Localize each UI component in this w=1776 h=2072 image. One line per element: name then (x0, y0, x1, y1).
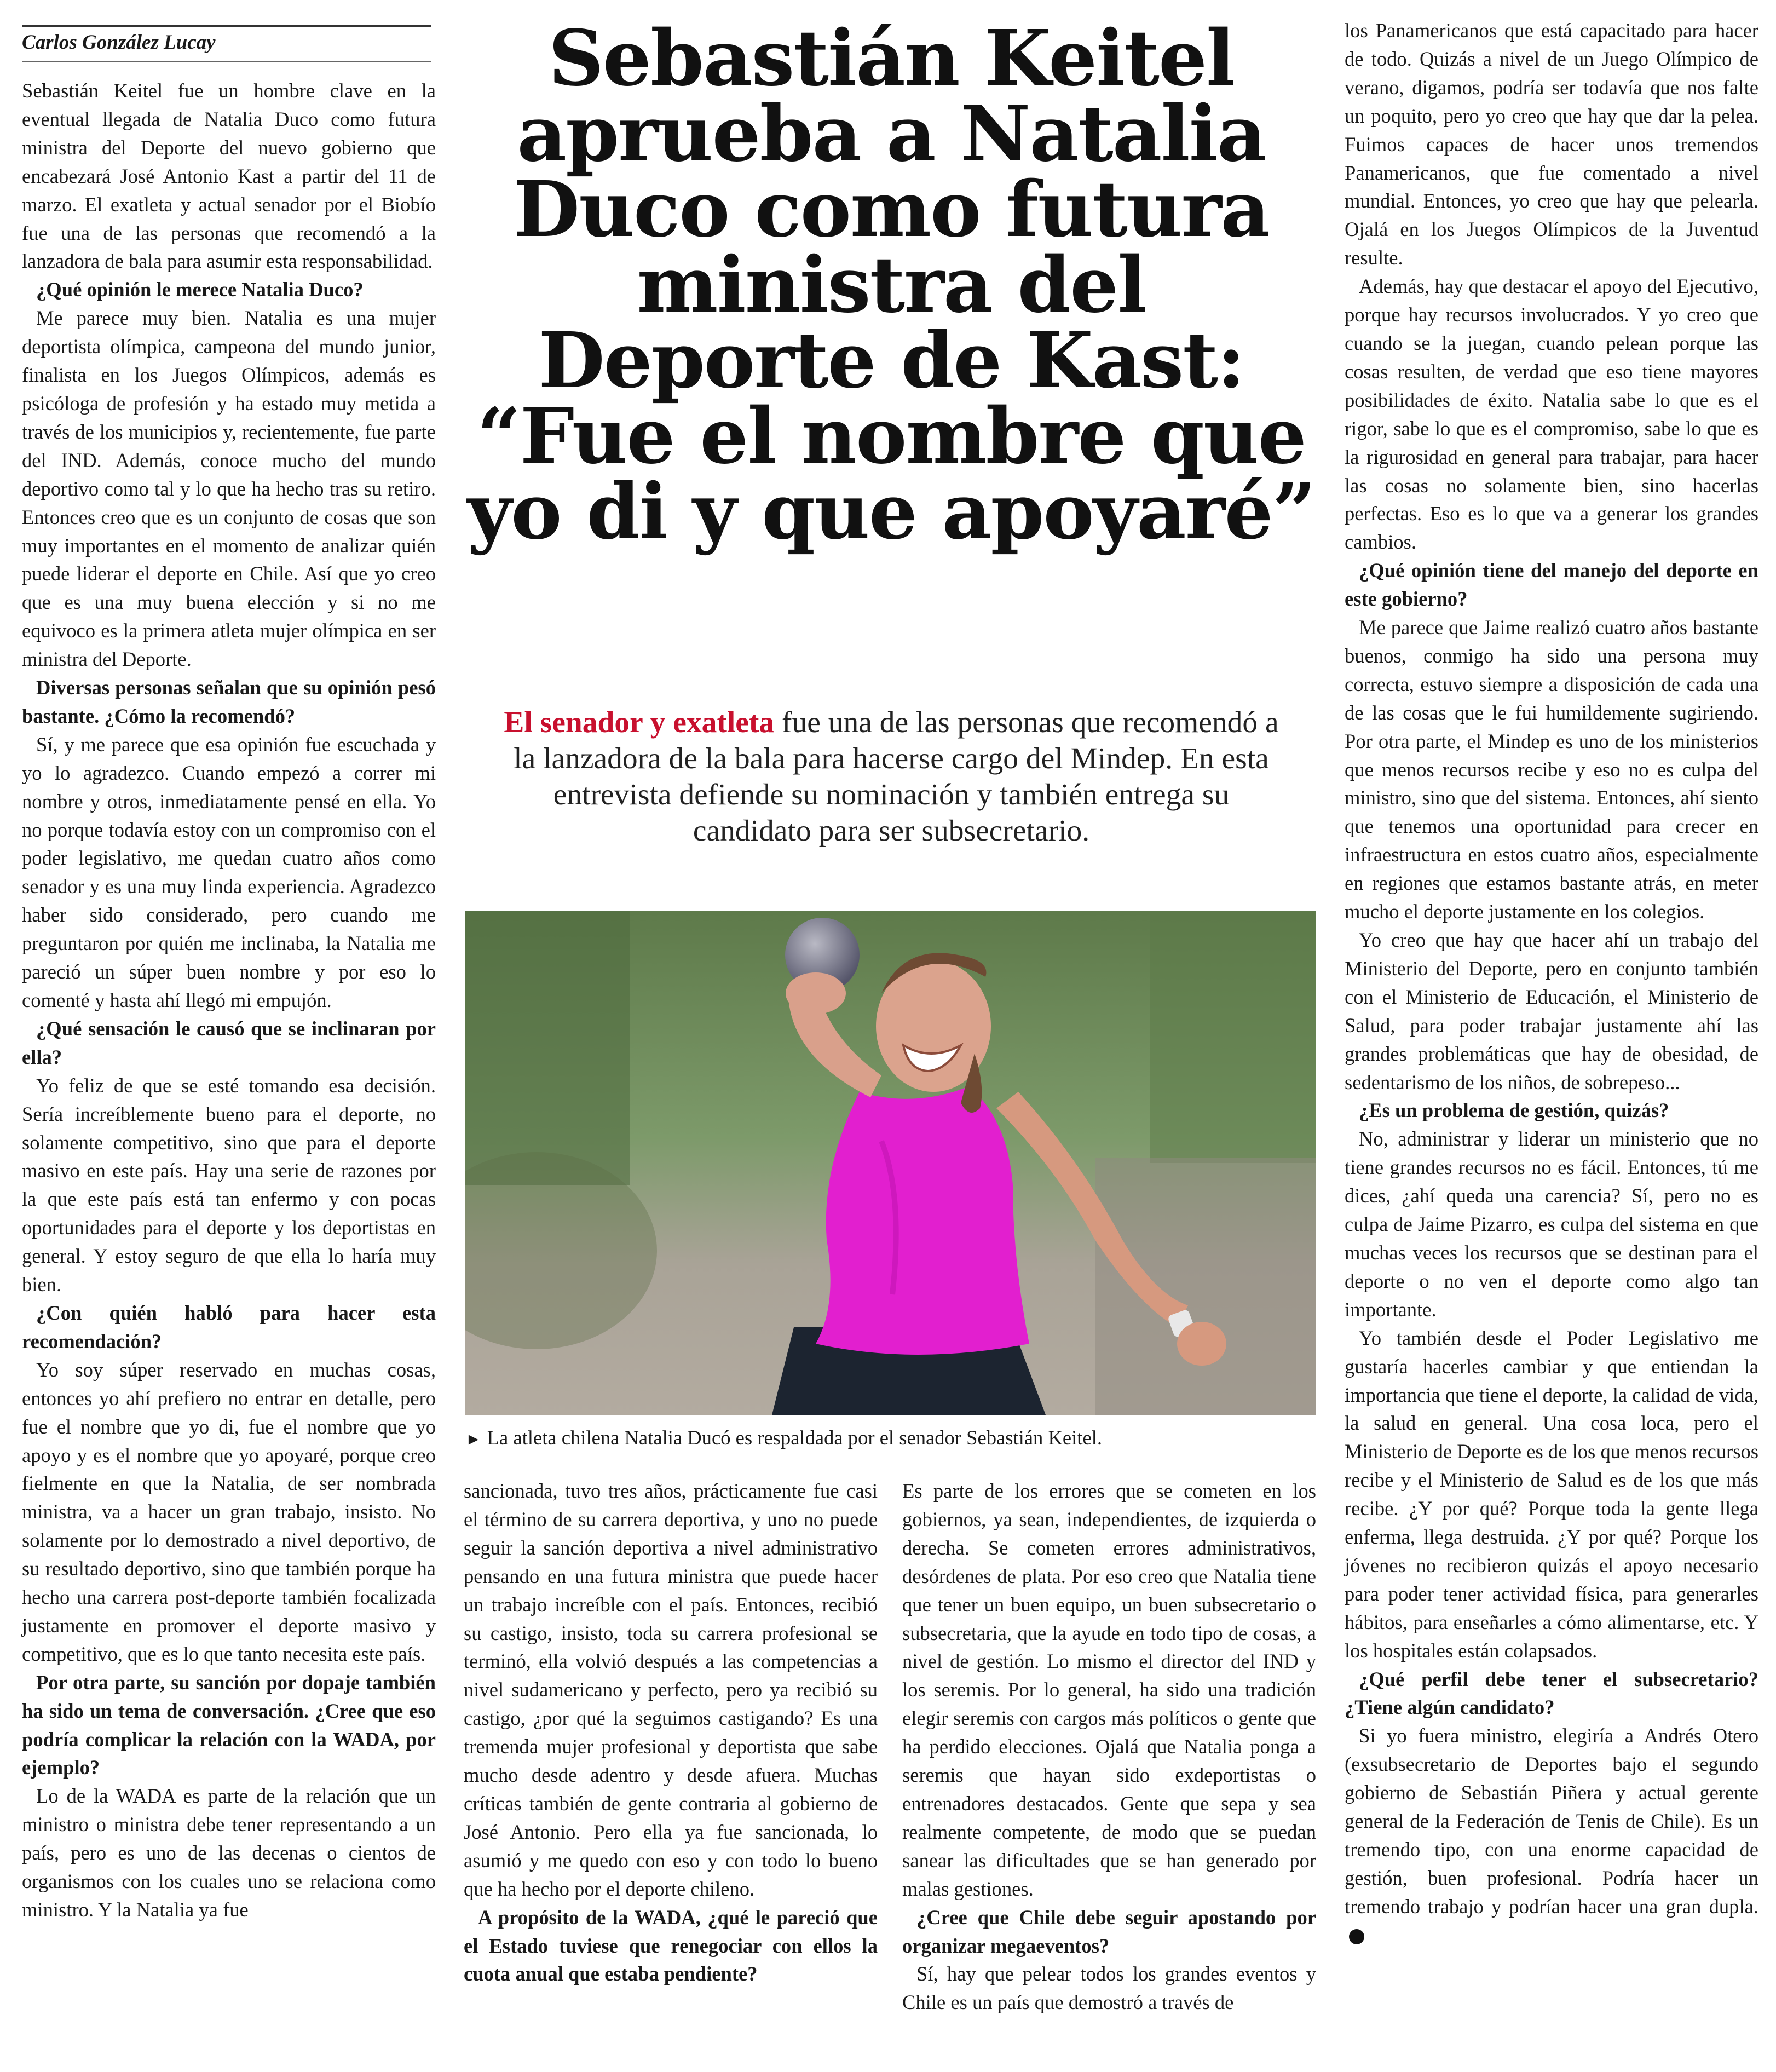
paragraph-text: No, administrar y liderar un ministerio que no tiene grandes recursos no es fácil. Entonces, tú me dices, ¿ahí queda una carencia? Sí, pero no es culpa de Jaime Pizarro, es culpa del sistema en que muchas veces los recursos que se destinan para el deporte o no ven el deporte como algo tan importante. (1345, 1127, 1758, 1321)
photo-caption (465, 1424, 1316, 1454)
paragraph-text: Sebastián Keitel fue un hombre clave en la eventual llegada de Natalia Duco como futura ministra del Deporte del nuevo gobierno que encabezará José Antonio Kast a partir del 11 de marzo. El exatleta y actual senador por el Biobío fue una de las personas que recomendó a la lanzadora de bala para asumir esta responsabilidad. (22, 79, 436, 273)
paragraph-text: Si yo fuera ministro, elegiría a Andrés Otero (exsubsecretario de Deportes bajo el segundo gobierno de Sebastián Piñera y actual gerente general de la Federación de Tenis de Chile). Es un tremendo tipo, con una enorme capacidad de gestión, buen profesional. Podría hacer un tremendo trabajo y podrían hacer una gran dupla. (1345, 1724, 1758, 1918)
headline-line: Duco como futura (513, 165, 1270, 255)
interview-question (1345, 1665, 1758, 1722)
column-4 (1345, 16, 1758, 1949)
headline-line: aprueba a Natalia (517, 89, 1266, 179)
deck (495, 705, 1287, 849)
paragraph-text: Es parte de los errores que se cometen en los gobiernos, ya sean, independientes, de izquierda o derecha. Se cometen errores administrativos, desórdenes de plata. Por eso creo que Natalia tiene que tener un buen equipo, un buen subsecretario o subsecretaria, que la ayude en todo tipo de cosas, a nivel de gestión. Lo mismo el director del IND y los seremis. Por lo general, ha sido una tradición elegir seremis con cargos más políticos o gente que ha perdido elecciones. Ojalá que Natalia ponga a seremis que hayan sido exdeportistas o entrenadores destacados. Gente que sepa y sea realmente competente, de modo que se puedan sanear las dificultades que se han generado por malas gestiones. (902, 1480, 1316, 1900)
interview-question (902, 1903, 1316, 1960)
answer-paragraph (1345, 272, 1758, 556)
paragraph-text: Me parece que Jaime realizó cuatro años bastante buenos, conmigo ha sido una persona muy correcta, estuvo siempre a disposición de cada una de las cosas que le fui humildemente sugiriendo. Por otra parte, el Mindep es uno de los ministerios que menos recursos recibe y eso no es culpa del ministro, sino que del sistema. Entonces, ahí siento que tenemos una oportunidad para crecer en infraestructura en estos cuatro años, especialmente en regiones que estamos bastante atrás, en meter mucho el deporte justamente en los colegios. (1345, 616, 1758, 923)
interview-question (22, 1015, 436, 1072)
caption-arrow-icon: ► (465, 1430, 482, 1448)
interview-question (1345, 556, 1758, 613)
paragraph-text: Lo de la WADA es parte de la relación que un ministro o ministra debe tener representando a un país, pero es uno de las decenas o cientos de organismos con los cuales uno se relaciona como ministro. Y la Natalia ya fue (22, 1785, 436, 1921)
column-2 (464, 1477, 878, 1988)
answer-paragraph (22, 1072, 436, 1299)
interview-question (22, 1299, 436, 1356)
answer-paragraph (1345, 613, 1758, 926)
interview-question (22, 1668, 436, 1782)
deck-text: fue una de las personas que recomendó a la lanzadora de la bala para hacerse cargo del Mindep. En esta entrevista defiende su nominación y también entrega su candidato para ser subsecretario. (514, 706, 1279, 848)
answer-paragraph (1345, 1125, 1758, 1323)
paragraph-text: ¿Cree que Chile debe seguir apostando por organizar megaeventos? (902, 1906, 1316, 1957)
caption-text: La atleta chilena Natalia Ducó es respaldada por el senador Sebastián Keitel. (487, 1426, 1102, 1449)
paragraph-text: sancionada, tuvo tres años, prácticamente fue casi el término de su carrera deportiva, y uno no puede seguir la sanción deportiva a nivel administrativo pensando en una futura ministra que puede hacer un trabajo increíble con el país. Entonces, recibió su castigo, insisto, toda su carrera profesional se terminó, ella volvió después a las competencias a nivel sudamericano y perfecto, pero ya recibió su castigo, ¿por qué la seguimos castigando? Es una tremenda mujer profesional y deportista que sabe mucho desde adentro y desde afuera. Muchas críticas también de gente contraria al gobierno de José Antonio. Pero ella ya fue sancionada, lo asumió y me quedo con eso y con todo lo bueno que ha hecho por el deporte chileno. (464, 1480, 878, 1900)
paragraph-text: Yo también desde el Poder Legislativo me gustaría hacerles cambiar y que entiendan la importancia que tiene el deporte, la calidad de vida, la salud en general. Una cosa loca, pero el Ministerio de Deporte es de los que menos recursos recibe y el Ministerio de Salud es de los que más recibe. ¿Y por qué? Porque toda la gente llega enferma, llega destruida. ¿Y por qué? Porque los jóvenes no recibieron quizás el apoyo necesario para poder tener actividad física, para generarles hábitos, para enseñarles a cómo alimentarse, etc. Y los hospitales están colapsados. (1345, 1326, 1758, 1662)
answer-paragraph (22, 1356, 436, 1668)
answer-paragraph (902, 1960, 1316, 2017)
interview-question (22, 275, 436, 304)
end-mark-icon (1349, 1929, 1364, 1944)
headline-line: ministra del (637, 240, 1146, 330)
headline-line: “Fue el nombre que (477, 392, 1306, 481)
paragraph-text: Por otra parte, su sanción por dopaje también ha sido un tema de conversación. ¿Cree que eso podría complicar la relación con la WADA, por ejemplo? (22, 1671, 436, 1779)
paragraph-text: Sí, y me parece que esa opinión fue escuchada y yo lo agradezco. Cuando empezó a correr mi nombre y otros, inmediatamente pensé en ella. Yo no porque todavía estoy con un compromiso con el poder legislativo, me quedan cuatro años como senador y es una muy linda experiencia. Agradezco haber sido considerado, pero cuando me preguntaron por quién me inclinaba, la Natalia me pareció un súper buen nombre y por eso lo comenté y hasta ahí llegó mi empujón. (22, 733, 436, 1011)
lead-paragraph (1345, 16, 1758, 272)
answer-paragraph (1345, 1324, 1758, 1665)
column-3 (902, 1477, 1316, 2017)
answer-paragraph (22, 1782, 436, 1924)
headline (465, 14, 1317, 557)
deck-highlight: El senador y exatleta (504, 706, 775, 739)
paragraph-text: ¿Es un problema de gestión, quizás? (1359, 1099, 1669, 1122)
column-1 (22, 77, 436, 1924)
paragraph-text: los Panamericanos que está capacitado para hacer de todo. Quizás a nivel de un Juego Olímpico de verano, digamos, podría ser todavía que nos falte un poquito, pero yo creo que hay que dar la pelea. Fuimos capaces de hacer unos tremendos Panamericanos, que fue comentado a nivel mundial. Entonces, yo creo que hay que pelearla. Ojalá en los Juegos Olímpicos de la Juventud resulte. (1345, 19, 1758, 269)
interview-question (464, 1903, 878, 1989)
athlete-photo (465, 911, 1316, 1415)
lead-paragraph (902, 1477, 1316, 1903)
answer-paragraph (1345, 1722, 1758, 1949)
paragraph-text: Diversas personas señalan que su opinión pesó bastante. ¿Cómo la recomendó? (22, 676, 436, 727)
athlete-illustration (465, 911, 1316, 1415)
headline-line: Sebastián Keitel (548, 14, 1235, 103)
byline-bottom-rule (22, 61, 431, 62)
paragraph-text: Además, hay que destacar el apoyo del Ejecutivo, porque hay recursos involucrados. Y yo creo que cuando se la juegan, cuando pelean porque las cosas resulten, de verdad que eso tiene mayores posibilidades de éxito. Natalia sabe lo que es el rigor, sabe lo que es el compromiso, sabe lo que es la rigurosidad en general para trabajar, para hacer las cosas no solamente bien, sino hacerlas perfectas. Eso es lo que va a generar los grandes cambios. (1345, 275, 1758, 554)
paragraph-text: A propósito de la WADA, ¿qué le pareció que el Estado tuviese que renegociar con ellos la cuota anual que estaba pendiente? (464, 1906, 878, 1985)
paragraph-text: Sí, hay que pelear todos los grandes eventos y Chile es un país que demostró a través de (902, 1962, 1316, 2014)
answer-paragraph (1345, 926, 1758, 1096)
lead-paragraph (22, 77, 436, 275)
paragraph-text: Yo soy súper reservado en muchas cosas, entonces yo ahí prefiero no entrar en detalle, pero fue el nombre que yo di, fue el nombre que yo apoyo y es el nombre que yo apoyaré, porque creo fielmente en que la Natalia, de ser nombrada ministra, va a hacer un gran trabajo, insisto. No solamente por lo demostrado a nivel deportivo, de su resultado deportivo, sino que también porque ha hecho una carrera post-deporte también focalizada justamente en promover el deporte masivo y competitivo, que es lo que tanto necesita este país. (22, 1358, 436, 1665)
answer-paragraph (22, 730, 436, 1015)
paragraph-text: ¿Qué perfil debe tener el subsecretario? ¿Tiene algún candidato? (1345, 1667, 1758, 1719)
paragraph-text: ¿Qué sensación le causó que se inclinaran por ella? (22, 1017, 436, 1068)
headline-line: Deporte de Kast: (538, 316, 1244, 406)
paragraph-text: ¿Con quién habló para hacer esta recomendación? (22, 1301, 436, 1352)
lead-paragraph (464, 1477, 878, 1903)
interview-question (22, 674, 436, 730)
paragraph-text: Yo creo que hay que hacer ahí un trabajo del Ministerio del Deporte, pero en conjunto también con el Ministerio de Educación, el Ministerio de Salud, para poder trabajar justamente ahí las grandes problemáticas que hay de obesidad, de sedentarismo de los niños, de sobrepeso... (1345, 929, 1758, 1093)
byline: Carlos González Lucay (22, 31, 216, 54)
answer-paragraph (22, 304, 436, 674)
paragraph-text: Yo feliz de que se esté tomando esa decisión. Sería increíblemente bueno para el deporte, no solamente competitivo, sino que para el deporte masivo en este país. Hay una serie de razones por la que este país está tan enfermo y con pocas oportunidades para el deporte y los deportistas en general. Y estoy seguro de que ella lo haría muy bien. (22, 1074, 436, 1296)
paragraph-text: Me parece muy bien. Natalia es una mujer deportista olímpica, campeona del mundo junior, finalista en los Juegos Olímpicos, además es psicóloga de profesión y ha estado muy metida a través de los municipios y, recientemente, fue parte del IND. Además, conoce mucho del mundo deportivo como tal y lo que ha hecho tras su retiro. Entonces creo que es un conjunto de cosas que son muy importantes en el momento de analizar quién puede liderar el deporte en Chile. Así que yo creo que es una muy buena elección y si no me equivoco es la primera atleta mujer olímpica en ser ministra del Deporte. (22, 307, 436, 671)
headline-line: yo di y que apoyaré” (467, 467, 1316, 557)
interview-question (1345, 1096, 1758, 1125)
byline-top-rule (22, 25, 431, 27)
paragraph-text: ¿Qué opinión le merece Natalia Duco? (36, 278, 364, 301)
paragraph-text: ¿Qué opinión tiene del manejo del deporte en este gobierno? (1345, 559, 1758, 611)
